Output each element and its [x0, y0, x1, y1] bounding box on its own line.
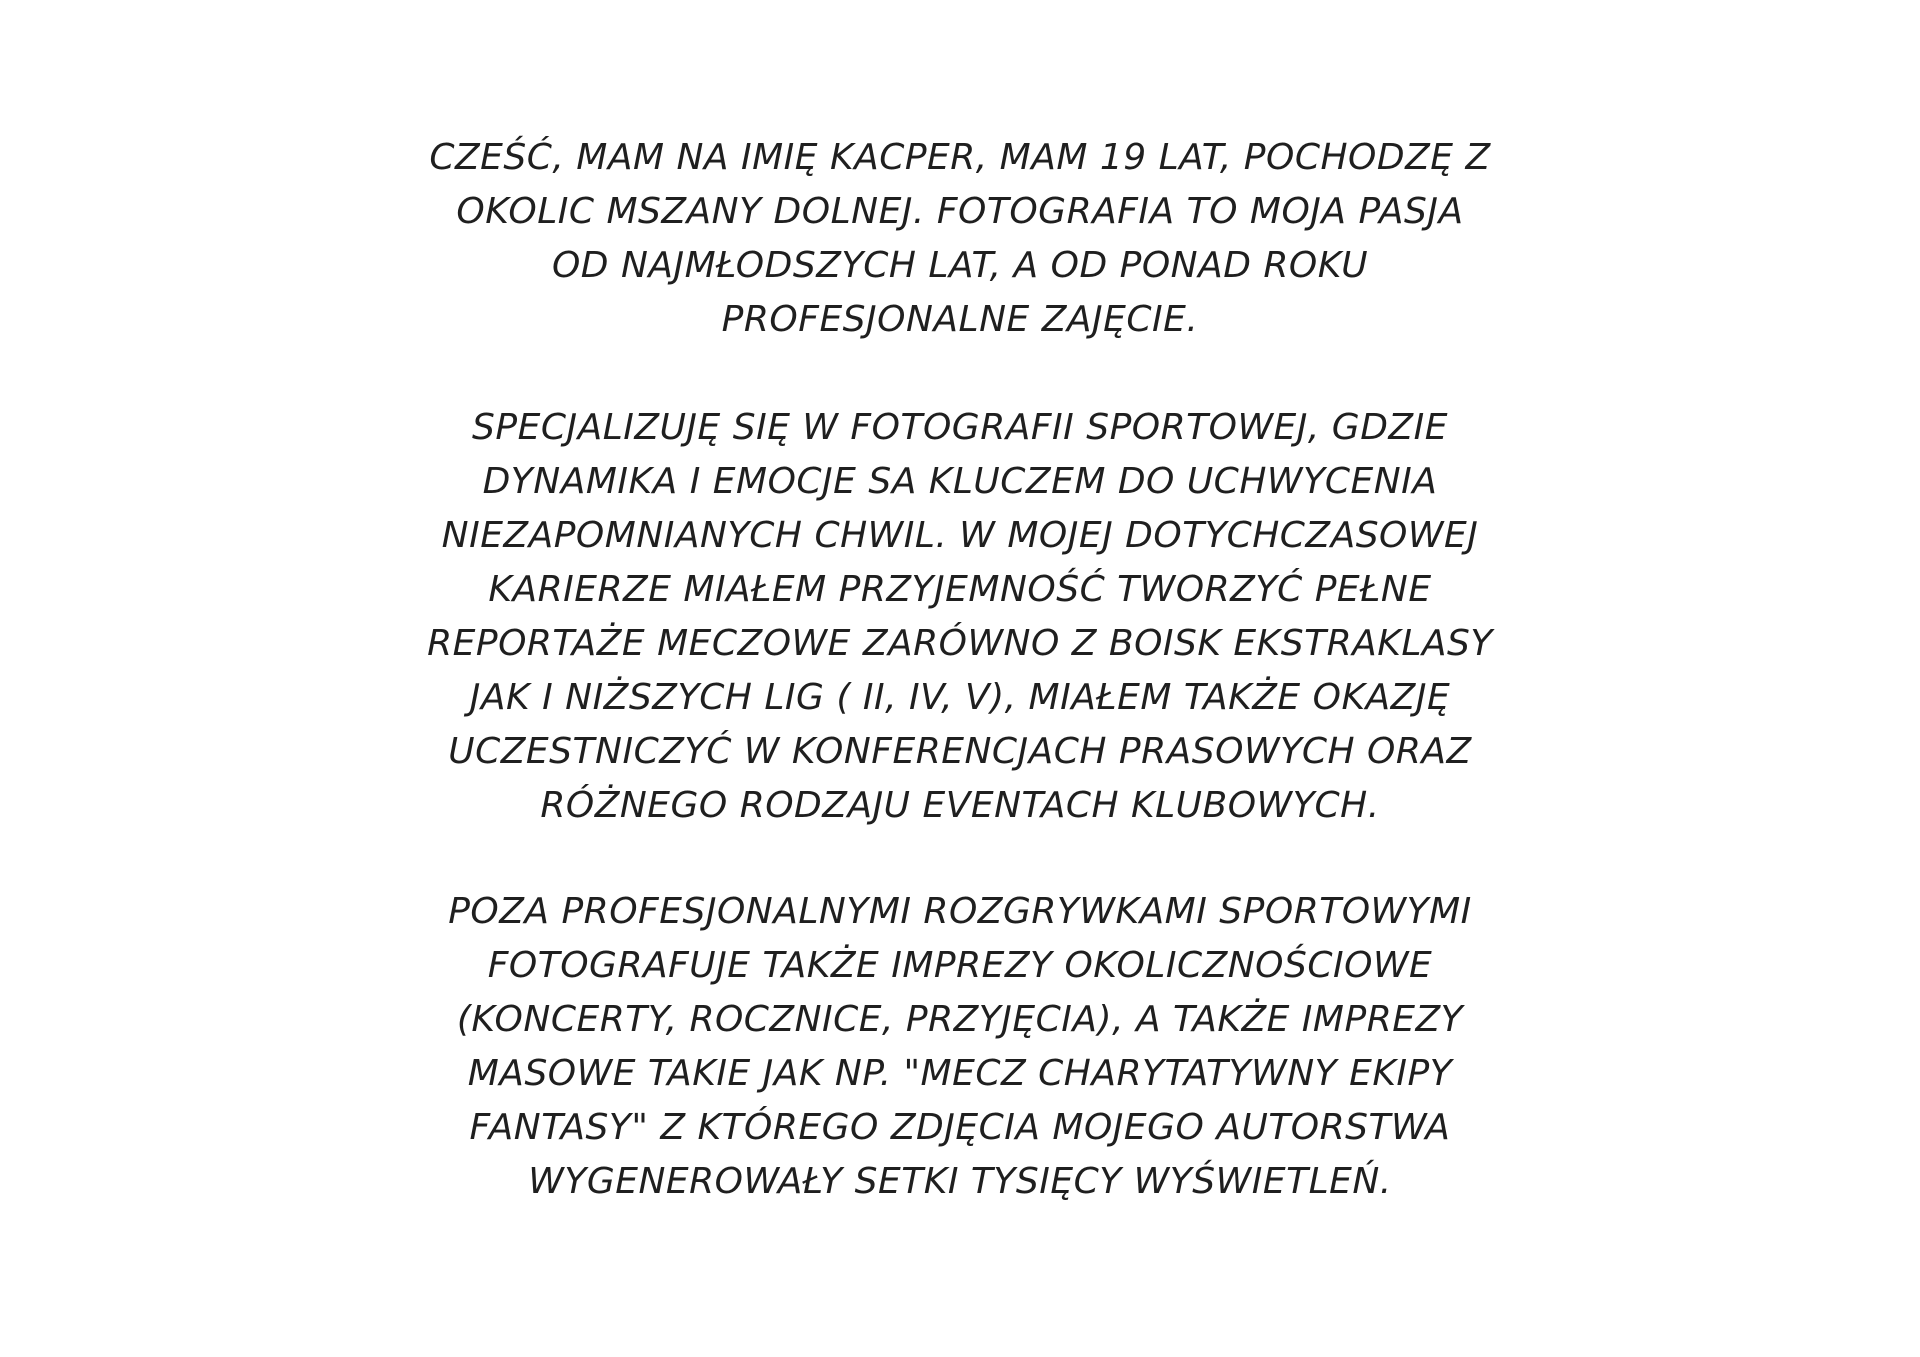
paragraph-line: KARIERZE MIAŁEM PRZYJEMNOŚĆ TWORZYĆ PEŁNE	[488, 569, 1432, 610]
paragraph-line: CZEŚĆ, MAM NA IMIĘ KACPER, MAM 19 LAT, POCHODZĘ Z	[429, 137, 1491, 178]
paragraph-line: UCZESTNICZYĆ W KONFERENCJACH PRASOWYCH ORAZ	[448, 731, 1472, 772]
paragraph-line: NIEZAPOMNIANYCH CHWIL. W MOJEJ DOTYCHCZASOWEJ	[441, 515, 1479, 556]
events-paragraph	[410, 885, 1510, 1209]
paragraph-line: JAK I NIŻSZYCH LIG ( II, IV, V), MIAŁEM TAKŻE OKAZJĘ	[469, 677, 1451, 718]
specialization-paragraph	[410, 401, 1510, 833]
paragraph-line: FANTASY" Z KTÓREGO ZDJĘCIA MOJEGO AUTORSTWA	[469, 1107, 1451, 1148]
paragraph-line: PROFESJONALNE ZAJĘCIE.	[721, 299, 1199, 340]
paragraph-line: (KONCERTY, ROCZNICE, PRZYJĘCIA), A TAKŻE IMPREZY	[456, 999, 1464, 1040]
paragraph-line: POZA PROFESJONALNYMI ROZGRYWKAMI SPORTOWYMI	[448, 891, 1472, 932]
paragraph-line: SPECJALIZUJĘ SIĘ W FOTOGRAFII SPORTOWEJ, GDZIE	[472, 407, 1448, 448]
intro-paragraph	[410, 131, 1510, 347]
paragraph-line: DYNAMIKA I EMOCJE SA KLUCZEM DO UCHWYCENIA	[482, 461, 1438, 502]
paragraph-line: OKOLIC MSZANY DOLNEJ. FOTOGRAFIA TO MOJA PASJA	[456, 191, 1464, 232]
paragraph-line: FOTOGRAFUJE TAKŻE IMPREZY OKOLICZNOŚCIOWE	[487, 945, 1433, 986]
paragraph-line: MASOWE TAKIE JAK NP. "MECZ CHARYTATYWNY EKIPY	[467, 1053, 1453, 1094]
paragraph-line: REPORTAŻE MECZOWE ZARÓWNO Z BOISK EKSTRAKLASY	[427, 623, 1493, 664]
paragraph-line: WYGENEROWAŁY SETKI TYSIĘCY WYŚWIETLEŃ.	[528, 1161, 1392, 1202]
paragraph-line: RÓŻNEGO RODZAJU EVENTACH KLUBOWYCH.	[540, 785, 1380, 826]
paragraph-line: OD NAJMŁODSZYCH LAT, A OD PONAD ROKU	[551, 245, 1369, 286]
